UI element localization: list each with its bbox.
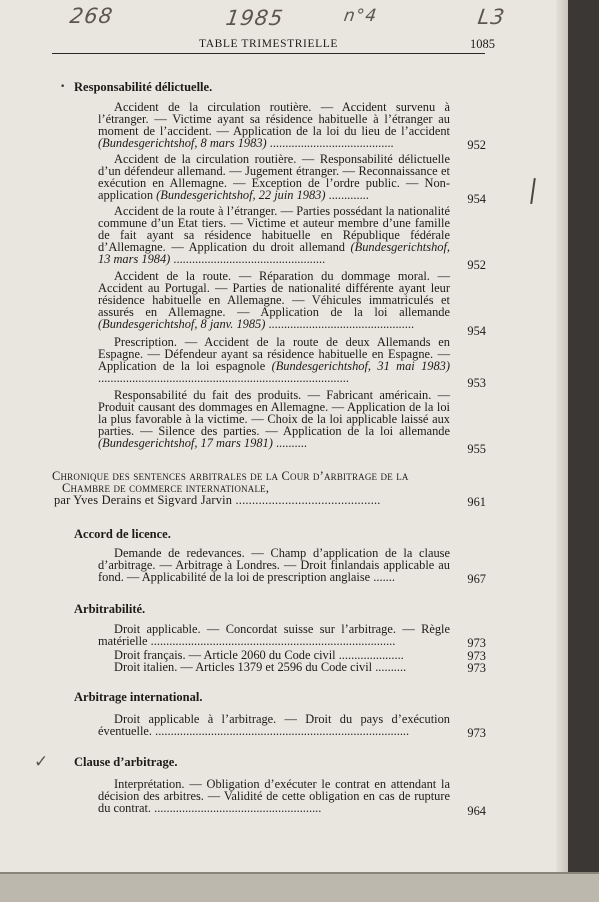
bullet-mark: • <box>60 82 66 92</box>
entry-text: Droit italien. — Articles 1379 et 2596 du Code civil <box>114 660 373 674</box>
entry-citation: (Bundesgerichtshof, 17 mars 1981) <box>98 436 273 451</box>
entry-text: Demande de redevances. — Champ d’application de la clause d’arbitrage. — Arbitrage à Londres. — Droit finlandais applicable au fond. — Applicabilité de la loi de prescription anglaise <box>98 546 450 585</box>
entry-citation: (Bundesgerichtshof, 8 janv. 1985) <box>98 317 266 332</box>
index-entry: Droit applicable. — Concordat suisse sur l’arbitrage. — Règle matérielle ............................................................................... <box>98 622 450 649</box>
section-heading: Arbitrabilité. <box>74 602 146 616</box>
entry-citation: (Bundesgerichtshof, 22 juin 1983) <box>156 188 326 203</box>
entry-page: 954 <box>467 324 486 338</box>
index-entry: Accident de la route. — Réparation du dommage moral. — Accident au Portugal. — Parties de nationalité différente ayant leur résidence habituelle en Allemagne. — Véhicules immatriculés et assurés en Allemagne. — Application de la loi allemande (Bundesgerichtshof, 8 janv. 1985) ............................................... <box>98 269 450 332</box>
section-heading: Arbitrage international. <box>74 690 203 704</box>
index-entry: Interprétation. — Obligation d’exécuter le contrat en attendant la décision des arbitres. — Validité de cette obligation en cas de rupture du contrat. ...................................................... <box>98 777 450 816</box>
entry-text: Responsabilité du fait des produits. — Fabricant américain. — Produit causant des dommages en Allemagne. — Application de la loi la plus favorable à la victime. — Choix de la loi applicable laissé aux parties. — Silence des parties. — Application de la loi allemande <box>98 388 450 439</box>
page-number: 1085 <box>470 37 495 51</box>
entry-page: 953 <box>467 376 486 390</box>
chronicle-authors: par Yves Derains et Sigvard Jarvin <box>54 493 233 508</box>
entry-page: 954 <box>467 192 486 206</box>
index-entry: Droit italien. — Articles 1379 et 2596 du Code civil .......... <box>114 660 407 674</box>
entry-page: 952 <box>467 138 486 152</box>
handwritten-year: 1985 <box>224 6 286 30</box>
index-entry: Droit français. — Article 2060 du Code civil ..................... <box>114 648 404 662</box>
index-entry: Droit applicable à l’arbitrage. — Droit du pays d’exécution éventuelle. .................................................................................. <box>98 712 450 739</box>
entry-page: 973 <box>467 726 486 740</box>
entry-page: 973 <box>467 649 486 663</box>
entry-page: 952 <box>467 258 486 272</box>
scan-bottom-edge <box>0 872 599 902</box>
entry-text: Droit français. — Article 2060 du Code civil <box>114 648 336 662</box>
index-entry: Demande de redevances. — Champ d’application de la clause d’arbitrage. — Arbitrage à Londres. — Droit finlandais applicable au fond. — Applicabilité de la loi de prescription anglaise ....... <box>98 546 450 585</box>
page-edge-shadow <box>556 0 568 872</box>
chronicle-title-line: Chambre de commerce internationale, <box>62 481 270 496</box>
chronicle-title-line: Chronique des sentences arbitrales de la Cour d’arbitrage de la <box>52 469 409 483</box>
entry-citation: (Bundesgerichtshof, 13 mars 1984) <box>98 240 450 267</box>
index-entry: Accident de la circulation routière. — Accident survenu à l’étranger. — Victime ayant sa résidence habituelle à l’étranger au moment de l’accident. — Application de la loi du lieu de l’accident (Bundesgerichtshof, 8 mars 1983) ........................................ <box>98 100 450 151</box>
section-heading: Responsabilité délictuelle. <box>74 80 213 94</box>
entry-text: Accident de la route à l’étranger. — Parties possédant la nationalité commune d’un Etat tiers. — Victime et auteur membre d’une famille de fait ayant sa résidence habituelle en République fédérale d’Allemagne. — Application du droit allemand <box>98 204 450 255</box>
entry-text: Accident de la route. — Réparation du dommage moral. — Accident au Portugal. — Parties de nationalité différente ayant leur résidence habituelle en Allemagne. — Véhicules immatriculés et assurés en Allemagne. — Application de la loi allemande <box>98 269 450 320</box>
section-heading: Clause d’arbitrage. <box>74 755 178 769</box>
index-entry: Accident de la circulation routière. — Responsabilité délictuelle d’un défendeur allemand. — Jugement étranger. — Reconnaissance et exécution en Allemagne. — Exception de l’ordre public. — Non-application (Bundesgerichtshof, 22 juin 1983) ............. <box>98 152 450 203</box>
running-head <box>52 37 485 54</box>
entry-page: 961 <box>467 495 486 509</box>
entry-text: Droit applicable. — Concordat suisse sur l’arbitrage. — Règle matérielle <box>98 622 450 649</box>
handwritten-issue: n°4 <box>342 6 379 26</box>
entry-text: Accident de la circulation routière. — Responsabilité délictuelle d’un défendeur allemand. — Jugement étranger. — Reconnaissance et exécution en Allemagne. — Exception de l’ordre public. — Non-application <box>98 152 450 203</box>
section-heading: Accord de licence. <box>74 527 171 541</box>
entry-text: Droit applicable à l’arbitrage. — Droit du pays d’exécution éventuelle. <box>98 712 450 739</box>
entry-page: 973 <box>467 636 486 650</box>
handwritten-code: L3 <box>476 5 507 29</box>
entry-text: Prescription. — Accident de la route de deux Allemands en Espagne. — Défendeur ayant sa résidence habituelle en Espagne. — Application de la loi espagnole <box>98 335 450 374</box>
chronicle-entry: Chronique des sentences arbitrales de la Cour d’arbitrage de la Chambre de commerce internationale, par Yves Derains et Sigvard Jarvin ............................................ <box>52 470 450 506</box>
entry-page: 964 <box>467 804 486 818</box>
handwritten-check-mark: ✓ <box>34 752 49 772</box>
entry-text: Accident de la circulation routière. — Accident survenu à l’étranger. — Victime ayant sa résidence habituelle à l’étranger au moment de l’accident. — Application de la loi du lieu de l’accident <box>98 100 450 139</box>
handwritten-number: 268 <box>68 4 115 28</box>
entry-citation: (Bundesgerichtshof, 31 mai 1983) <box>271 359 450 374</box>
running-head-title: TABLE TRIMESTRIELLE <box>199 38 338 50</box>
index-entry: Responsabilité du fait des produits. — Fabricant américain. — Produit causant des dommages en Allemagne. — Application de la loi la plus favorable à la victime. — Choix de la loi applicable laissé aux parties. — Silence des parties. — Application de la loi allemande (Bundesgerichtshof, 17 mars 1981) .......... <box>98 388 450 451</box>
entry-text: Interprétation. — Obligation d’exécuter le contrat en attendant la décision des arbitres. — Validité de cette obligation en cas de rupture du contrat. <box>98 777 450 816</box>
entry-page: 973 <box>467 661 486 675</box>
index-entry: Prescription. — Accident de la route de deux Allemands en Espagne. — Défendeur ayant sa résidence habituelle en Espagne. — Application de la loi espagnole (Bundesgerichtshof, 31 mai 1983) ................................................................................. <box>98 335 450 386</box>
entry-citation: (Bundesgerichtshof, 8 mars 1983) <box>98 136 267 151</box>
index-entry: Accident de la route à l’étranger. — Parties possédant la nationalité commune d’un Etat tiers. — Victime et auteur membre d’une famille de fait ayant sa résidence habituelle en République fédérale d’Allemagne. — Application du droit allemand (Bundesgerichtshof, 13 mars 1984) ................................................. <box>98 204 450 267</box>
entry-page: 955 <box>467 442 486 456</box>
entry-page: 967 <box>467 572 486 586</box>
margin-stroke <box>530 178 536 204</box>
